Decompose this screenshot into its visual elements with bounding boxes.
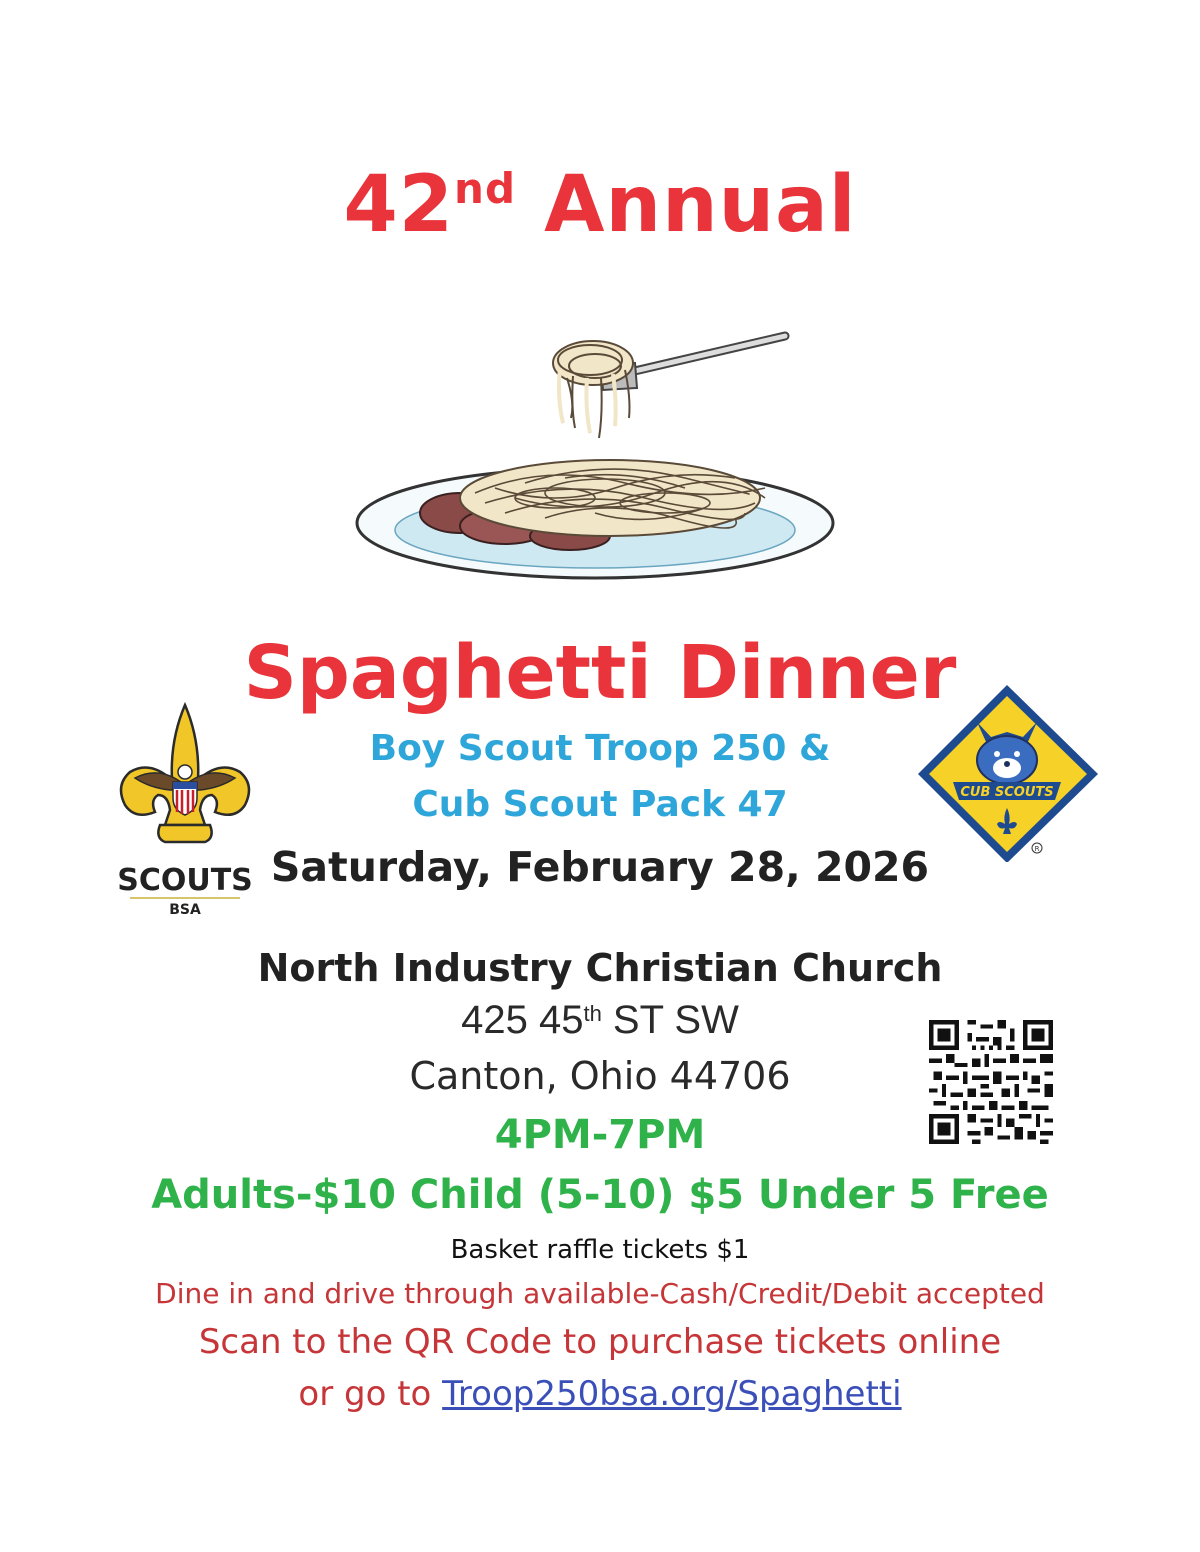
bsa-logo-subtext: BSA [169,902,201,918]
annual-suffix: nd [454,164,517,213]
cub-scouts-logo [915,682,1105,862]
annual-number: 42 [343,160,455,250]
payment-info: Dine in and drive through available-Cash/Credit/Debit accepted [155,1277,1045,1310]
svg-text:R: R [1034,845,1040,853]
annual-heading [0,160,1200,250]
street-number: 425 45 [461,998,584,1042]
event-date: Saturday, February 28, 2026 [270,843,930,891]
org-line-2: Cub Scout Pack 47 [412,784,788,825]
website-line [0,1374,1200,1414]
venue-name: North Industry Christian Church [257,946,943,990]
annual-word: Annual [544,160,857,250]
spaghetti-plate-illustration [345,318,845,583]
website-link[interactable]: Troop250bsa.org/Spaghetti [442,1374,902,1414]
street-rest: ST SW [601,998,739,1042]
bsa-logo-text: SCOUTS [117,863,253,898]
cub-logo-text: CUB SCOUTS [960,785,1054,800]
raffle-info: Basket raffle tickets $1 [450,1235,750,1265]
event-title: Spaghetti Dinner [243,630,957,716]
website-prefix: or go to [298,1374,443,1414]
street-suffix: th [583,1000,602,1026]
event-time: 4PM-7PM [494,1112,706,1158]
scan-instructions: Scan to the QR Code to purchase tickets online [198,1322,1002,1362]
ticket-prices: Adults-$10 Child (5-10) $5 Under 5 Free [151,1172,1049,1218]
city-line: Canton, Ohio 44706 [409,1054,791,1098]
org-line-1: Boy Scout Troop 250 & [369,728,831,769]
